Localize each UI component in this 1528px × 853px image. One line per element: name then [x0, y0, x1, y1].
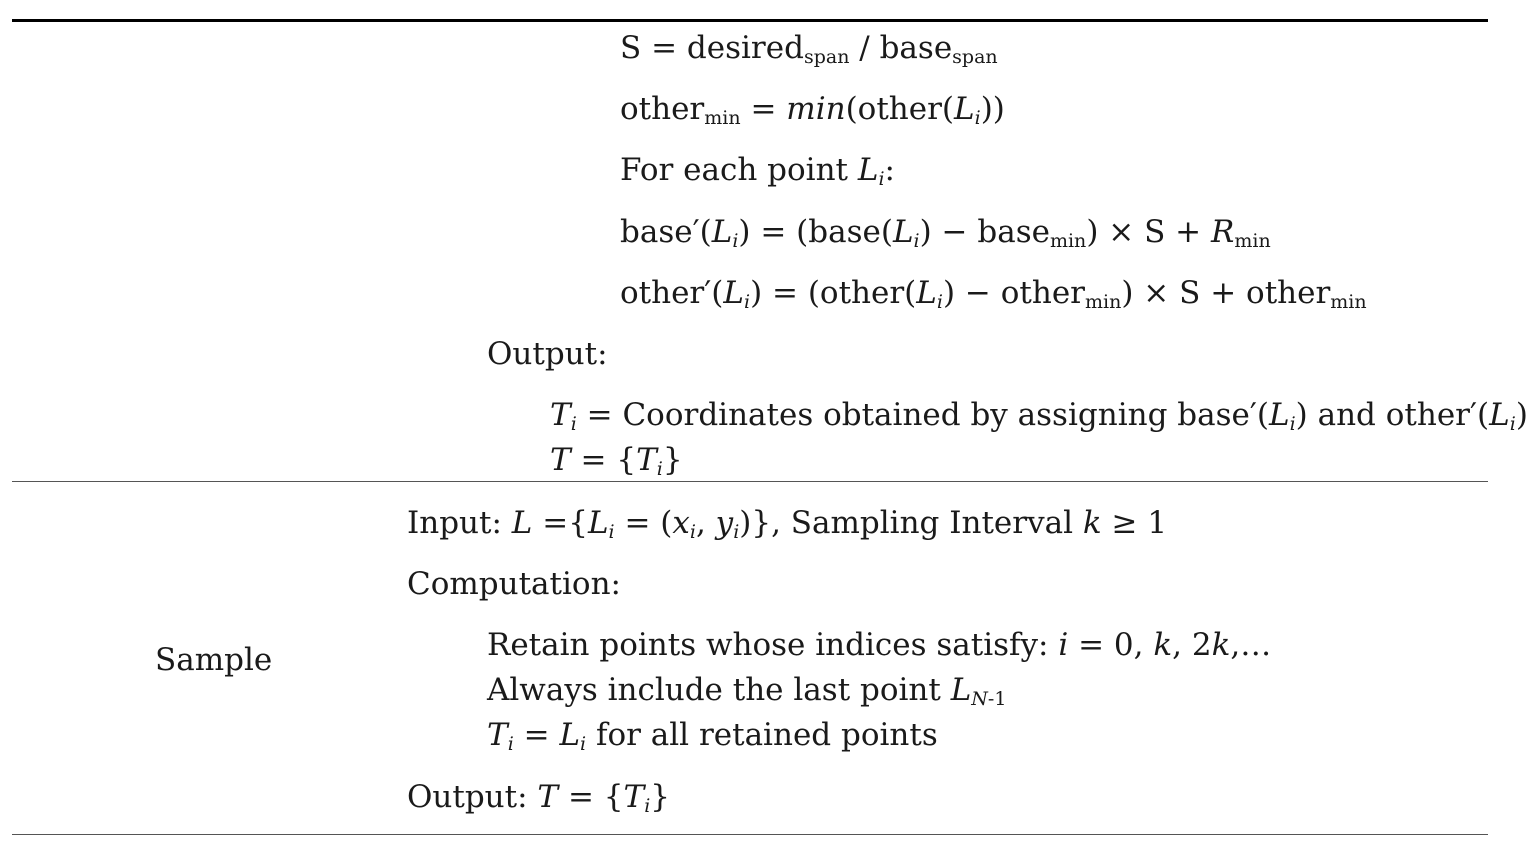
table-top-rule [12, 19, 1488, 22]
italic-variable: T [636, 442, 657, 478]
text-segment: Output: [407, 779, 538, 815]
table-row-divider [12, 481, 1488, 482]
text-segment: = Coordinates obtained by assigning base′( [576, 397, 1269, 433]
text-segment: other [620, 91, 705, 127]
italic-variable: L [511, 505, 533, 541]
subscript: min [1234, 230, 1271, 252]
text-segment: (other( [845, 91, 955, 127]
italic-variable: L [1268, 397, 1290, 433]
subscript-variable: i [936, 291, 943, 313]
formula-line [407, 503, 1167, 543]
subscript-variable: i [732, 230, 739, 252]
formula-line [620, 28, 998, 68]
row-label: Sample [155, 642, 273, 678]
subscript-variable: i [689, 521, 696, 543]
formula-line [487, 625, 1271, 665]
subscript-variable: i [878, 168, 885, 190]
subscript-variable: i [608, 521, 615, 543]
text-segment: } [650, 779, 670, 815]
subscript-variable: i [644, 795, 651, 817]
subscript-variable: i [580, 733, 587, 755]
subscript-variable: i [570, 413, 577, 435]
italic-variable: T [550, 442, 571, 478]
text-segment: for all retained points [586, 717, 938, 753]
italic-variable: y [715, 505, 734, 541]
text-segment: ) = (base( [738, 214, 893, 250]
text-segment: Input: [407, 505, 512, 541]
italic-variable: T [550, 397, 571, 433]
text-segment: : [884, 152, 895, 188]
italic-variable: T [537, 779, 559, 815]
italic-variable: min [786, 91, 846, 127]
subscript-variable: N [971, 688, 988, 710]
text-segment: ,… [1230, 627, 1272, 663]
table-bottom-rule [12, 834, 1488, 835]
italic-variable: L [559, 717, 581, 753]
text-segment: other′( [620, 275, 724, 311]
text-segment: = { [570, 442, 637, 478]
subscript: min [1330, 291, 1367, 313]
subscript-variable: i [733, 521, 740, 543]
section-heading [487, 334, 608, 374]
text-segment: )) [980, 91, 1005, 127]
italic-variable: L [950, 672, 972, 708]
subscript: span [952, 46, 998, 68]
text-segment: Computation: [407, 566, 621, 602]
text-segment: ) − base [919, 214, 1050, 250]
formula-line [620, 89, 1005, 129]
subscript-variable: i [974, 107, 981, 129]
italic-variable: T [623, 779, 645, 815]
text-segment: } [662, 442, 683, 478]
text-segment: / base [849, 30, 953, 66]
formula-line [550, 440, 683, 480]
italic-variable: L [954, 91, 975, 127]
text-segment: ) × S + [1086, 214, 1212, 250]
text-segment: ) × S + other [1121, 275, 1331, 311]
text-segment: S = desired [620, 30, 804, 66]
italic-variable: L [1489, 397, 1510, 433]
subscript: -1 [987, 688, 1007, 710]
formula-line [620, 150, 895, 190]
subscript-variable: i [1289, 413, 1296, 435]
formula-line [407, 777, 670, 817]
italic-variable: L [711, 214, 733, 250]
formula-line [620, 273, 1367, 313]
text-segment: ) and other′( [1295, 397, 1490, 433]
text-segment: , [695, 505, 716, 541]
text-segment: ) = (other( [750, 275, 917, 311]
italic-variable: k [1153, 627, 1173, 663]
italic-variable: k [1211, 627, 1231, 663]
text-segment: ) − other [942, 275, 1085, 311]
italic-variable: L [916, 275, 937, 311]
subscript-variable: i [507, 733, 514, 755]
italic-variable: L [857, 152, 879, 188]
subscript-variable: i [913, 230, 920, 252]
italic-variable: L [723, 275, 744, 311]
text-segment: base′( [620, 214, 712, 250]
italic-variable: R [1211, 214, 1235, 250]
italic-variable: i [1058, 627, 1069, 663]
subscript-variable: i [743, 291, 751, 313]
section-heading [407, 564, 621, 604]
text-segment: , 2 [1172, 627, 1212, 663]
formula-line [487, 670, 1006, 710]
text-segment: = 0, [1068, 627, 1154, 663]
subscript-variable: i [656, 458, 663, 480]
formula-line [487, 715, 938, 755]
italic-variable: k [1082, 505, 1102, 541]
formula-line [550, 395, 1528, 435]
text-segment: = [740, 91, 787, 127]
subscript: min [1084, 291, 1122, 313]
text-segment: ≥ 1 [1101, 505, 1168, 541]
text-segment: For each point [620, 152, 858, 188]
text-segment: Output: [487, 336, 608, 372]
subscript: min [704, 107, 741, 129]
subscript: span [803, 46, 850, 68]
formula-line [620, 212, 1271, 252]
text-segment: ={ [532, 505, 588, 541]
text-segment: ) [1515, 397, 1528, 433]
text-segment: Retain points whose indices satisfy: [487, 627, 1059, 663]
text-segment: )}, Sampling Interval [739, 505, 1083, 541]
text-segment: Always include the last point [487, 672, 951, 708]
subscript: min [1049, 230, 1087, 252]
text-segment: = [513, 717, 560, 753]
italic-variable: L [892, 214, 914, 250]
subscript-variable: i [1509, 413, 1516, 435]
text-segment: = { [558, 779, 624, 815]
italic-variable: T [487, 717, 508, 753]
text-segment: = ( [614, 505, 673, 541]
italic-variable: L [587, 505, 609, 541]
italic-variable: x [672, 505, 690, 541]
